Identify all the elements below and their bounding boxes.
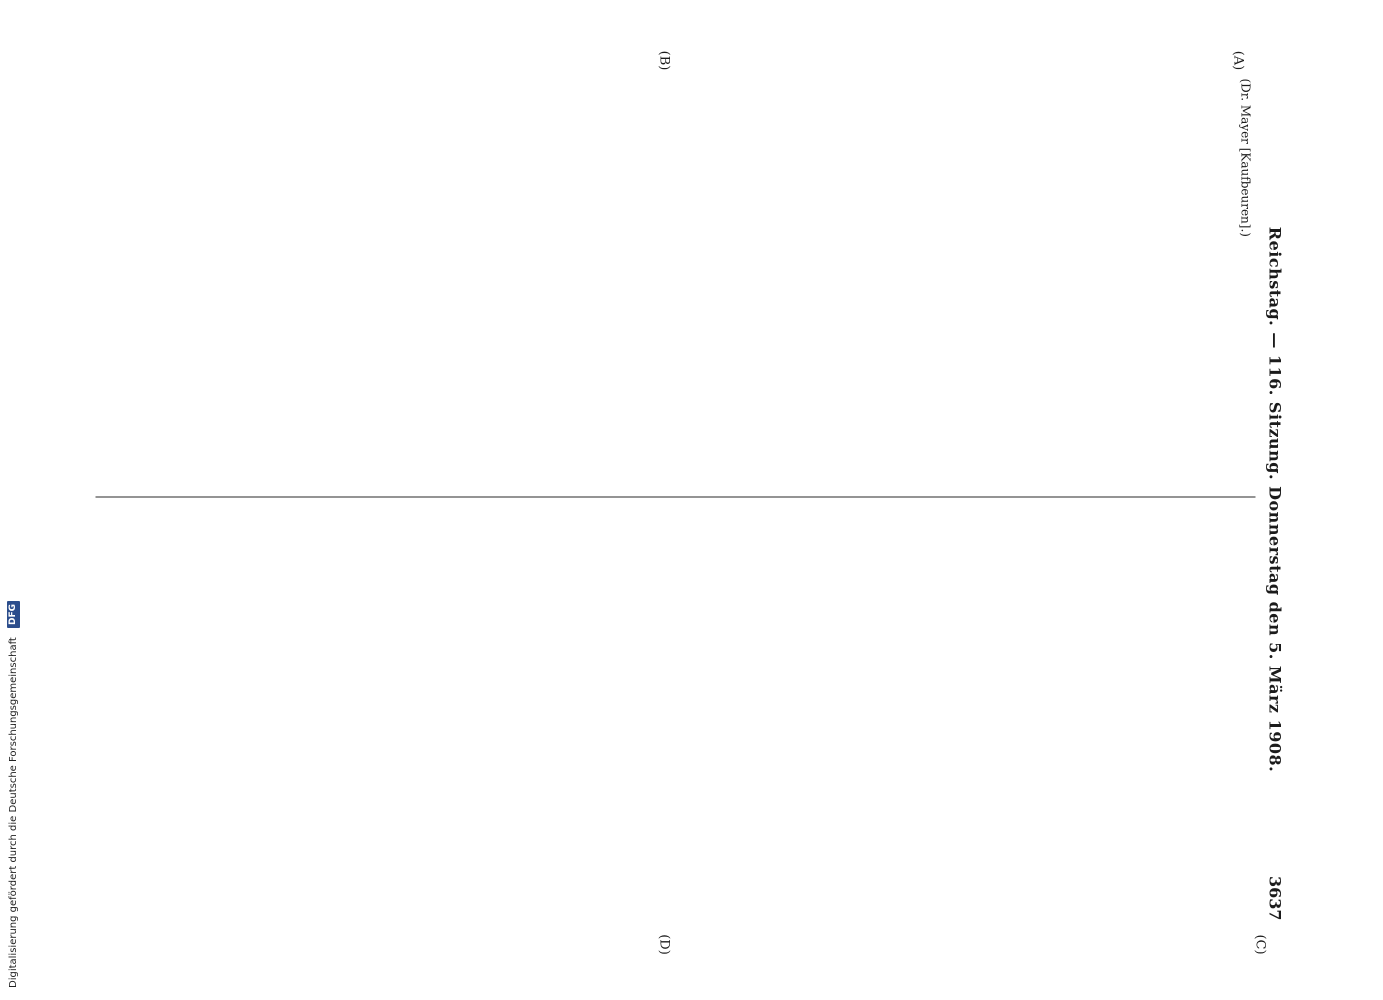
page-number: 3637 <box>1265 875 1284 920</box>
paragraph <box>333 78 553 478</box>
right-text-column <box>103 520 1253 920</box>
paragraph <box>789 78 1009 478</box>
page-header <box>1261 78 1287 920</box>
margin-letter-c: (C) <box>1252 933 1267 955</box>
margin-letter-b: (B) <box>656 50 671 70</box>
paragraph <box>1033 520 1253 920</box>
left-text-column <box>103 78 1253 478</box>
column-divider <box>95 496 1255 497</box>
margin-letter-d: (D) <box>656 933 671 955</box>
paragraph <box>349 520 569 920</box>
credit-text: Digitalisierung gefördert durch die Deutsche Forschungsgemeinschaft <box>8 637 19 988</box>
header-title: Reichstag. — 116. Sitzung. Donnerstag den 5. März 1908. <box>1265 226 1284 772</box>
speaker-line: (Dr. Mayer [Kaufbeuren].) <box>1238 78 1252 237</box>
paragraph <box>805 520 1025 920</box>
paragraph <box>577 520 797 920</box>
margin-letter-a: (A) <box>1230 50 1245 70</box>
dfg-logo-icon: DFG <box>7 601 20 628</box>
paragraph <box>1017 78 1237 478</box>
paragraph <box>561 78 781 478</box>
